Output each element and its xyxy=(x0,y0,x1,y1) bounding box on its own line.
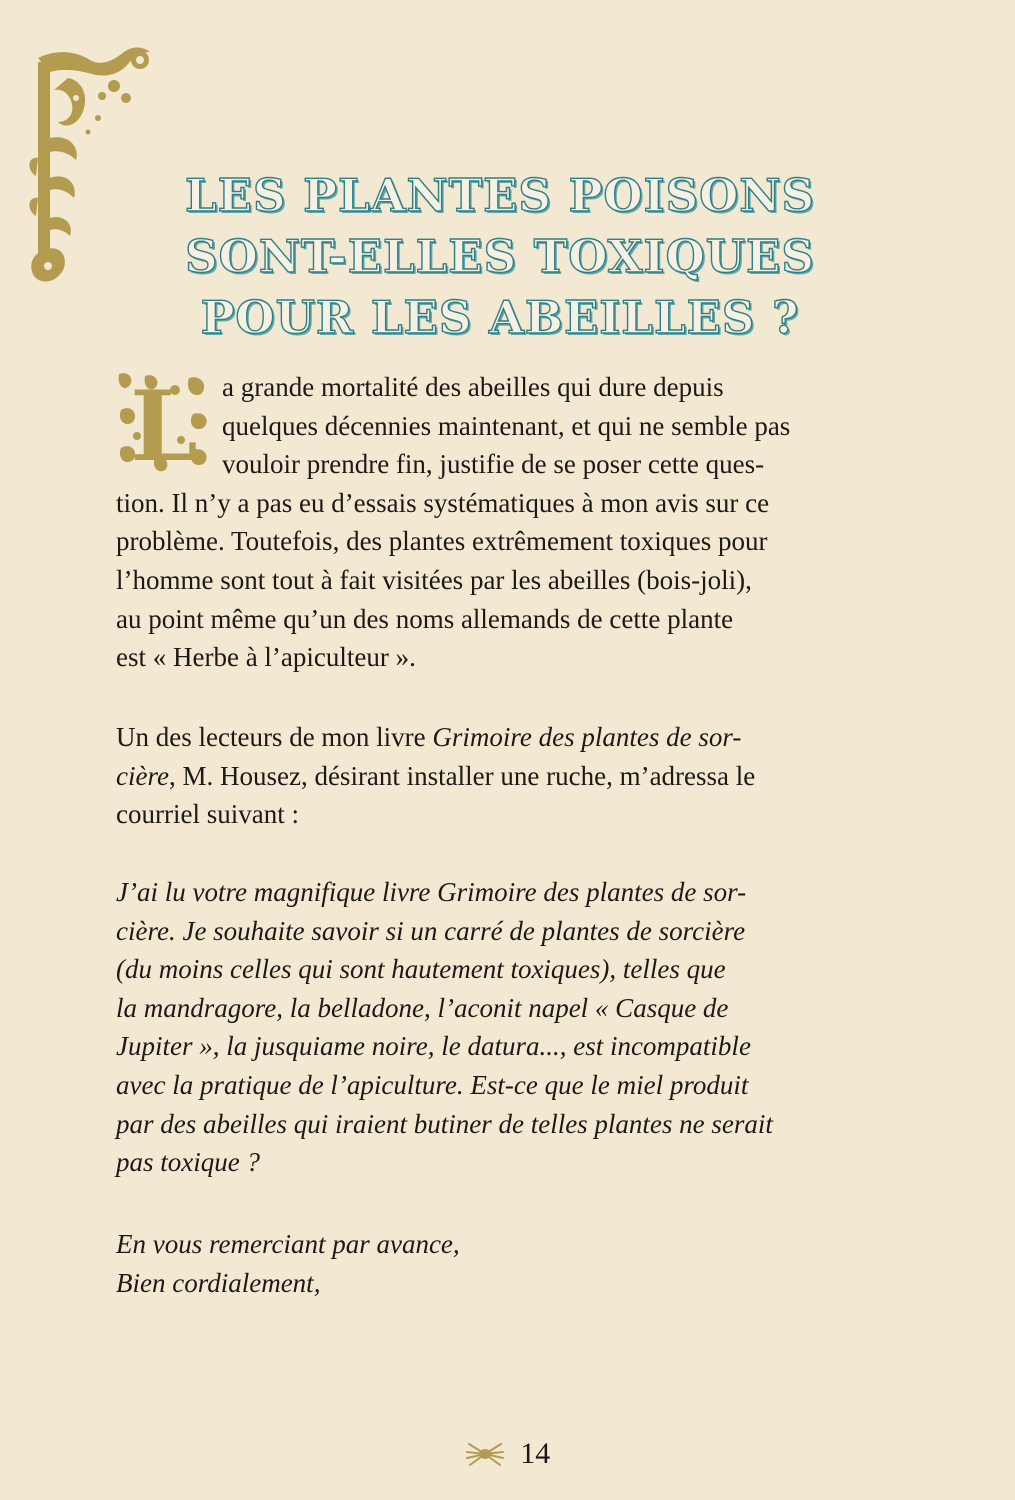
text-line: courriel suivant : xyxy=(116,799,299,830)
letter-quote xyxy=(116,873,886,1182)
text-line: la mandragore, la belladone, l’aconit napel « Casque de xyxy=(116,992,729,1023)
text-line: (du moins celles qui sont hautement toxiques), telles que xyxy=(116,954,726,985)
drop-cap-letter: L xyxy=(130,370,198,475)
book-title: cière xyxy=(116,760,169,791)
text-line xyxy=(116,718,886,757)
closing xyxy=(116,1225,886,1302)
text-line: au point même qu’un des noms allemands de cette plante xyxy=(116,603,734,634)
text-line: J’ai lu votre magnifique livre Grimoire des plantes de sor- xyxy=(116,877,747,907)
text-line: pas toxique ? xyxy=(116,1147,260,1178)
text-line xyxy=(116,757,886,796)
text-run: Un des lecteurs de mon livre xyxy=(116,722,433,752)
text-run: , M. Housez, désirant installer une ruche, m’adressa le xyxy=(168,760,756,791)
text-line: l’homme sont tout à fait visitées par les abeilles (bois-joli), xyxy=(116,564,752,595)
text-line: est « Herbe à l’apiculteur ». xyxy=(116,642,416,673)
page-number: 14 xyxy=(520,1437,551,1471)
title-line-3: POUR LES ABEILLES ? xyxy=(200,291,800,344)
text-line: Jupiter », la jusquiame noire, le datura..., est incompatible xyxy=(116,1031,751,1062)
spider-ornament-icon xyxy=(465,1441,505,1467)
text-line: par des abeilles qui iraient butiner de telles plantes ne serait xyxy=(116,1108,773,1139)
page-footer xyxy=(0,1435,1015,1471)
text-line: En vous remerciant par avance, xyxy=(116,1229,460,1259)
text-line: cière. Je souhaite savoir si un carré de plantes de sorcière xyxy=(116,915,746,946)
text-line: a grande mortalité des abeilles qui dure depuis xyxy=(222,372,724,402)
book-title: Grimoire des plantes de sor- xyxy=(432,722,742,752)
title-line-2: SONT-ELLES TOXIQUES xyxy=(185,230,815,283)
intro-paragraph xyxy=(116,368,886,677)
second-paragraph xyxy=(116,718,886,834)
text-line: avec la pratique de l’apiculture. Est-ce que le miel produit xyxy=(116,1069,749,1100)
text-line: quelques décennies maintenant, et qui ne semble pas xyxy=(222,410,791,441)
page-title xyxy=(150,165,850,348)
text-line: tion. Il n’y a pas eu d’essais systématiques à mon avis sur ce xyxy=(116,487,770,518)
title-line-1: LES PLANTES POISONS xyxy=(185,169,815,222)
text-line: problème. Toutefois, des plantes extrêmement toxiques pour xyxy=(116,526,768,557)
text-line: vouloir prendre fin, justifie de se poser cette ques- xyxy=(222,449,765,480)
corner-ornament xyxy=(28,38,158,288)
text-line: Bien cordialement, xyxy=(116,1267,321,1298)
